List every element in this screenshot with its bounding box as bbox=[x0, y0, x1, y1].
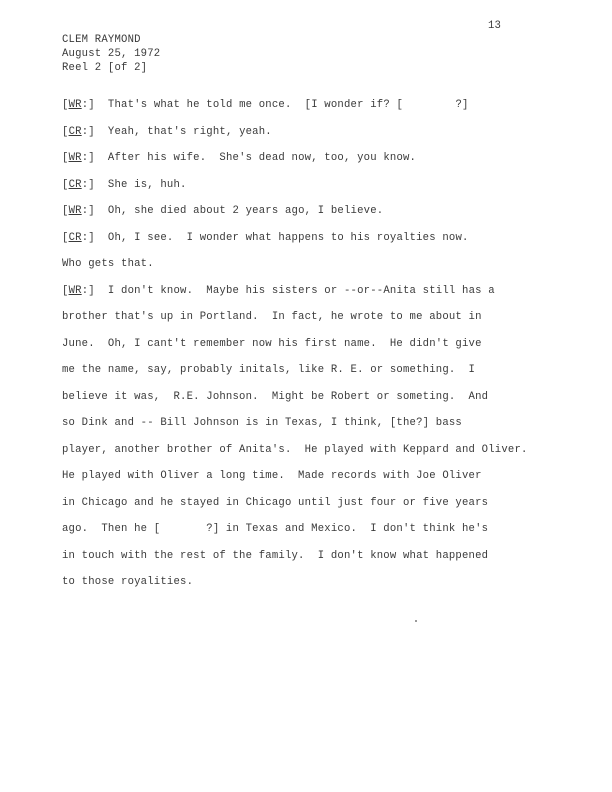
line-text: Who gets that. bbox=[62, 258, 154, 270]
scan-speck bbox=[415, 620, 417, 622]
transcript-line bbox=[62, 415, 582, 442]
line-text: in touch with the rest of the family. I don't know what happened bbox=[62, 549, 489, 562]
line-text: to those royalities. bbox=[62, 576, 194, 588]
speaker-initials: WR bbox=[68, 205, 82, 217]
reel-number: Reel 2 [of 2] bbox=[62, 62, 148, 74]
transcript-line bbox=[62, 177, 582, 204]
line-text: in Chicago and he stayed in Chicago until just four or five years bbox=[62, 496, 489, 509]
transcript-line bbox=[62, 124, 582, 151]
speaker-initials: WR bbox=[68, 152, 82, 164]
line-text: ago. Then he [ ?] in Texas and Mexico. I don't think he's bbox=[62, 523, 489, 535]
line-text: Yeah, that's right, yeah. bbox=[107, 125, 272, 138]
line-text: player, another brother of Anita's. He played with Keppard and Oliver. bbox=[62, 443, 528, 456]
speaker-label: [WR:] bbox=[62, 284, 108, 297]
speaker-initials: WR bbox=[68, 99, 82, 111]
page-number: 13 bbox=[488, 20, 502, 32]
transcript-line bbox=[62, 230, 582, 257]
speaker-initials: CR bbox=[68, 125, 82, 138]
transcript-line bbox=[62, 548, 582, 575]
transcript-line bbox=[62, 442, 582, 469]
line-text: me the name, say, probably initals, like R. E. or something. I bbox=[62, 364, 476, 376]
transcript-line bbox=[62, 309, 582, 336]
line-text: June. Oh, I cant't remember now his first name. He didn't give bbox=[62, 337, 482, 350]
interview-date: August 25, 1972 bbox=[62, 48, 161, 60]
line-text: brother that's up in Portland. In fact, he wrote to me about in bbox=[62, 311, 482, 323]
line-text: After his wife. She's dead now, too, you know. bbox=[107, 152, 417, 164]
line-text: He played with Oliver a long time. Made records with Joe Oliver bbox=[62, 470, 482, 482]
speaker-label: [CR:] bbox=[62, 125, 108, 138]
transcript-line bbox=[62, 574, 582, 601]
transcript-line bbox=[62, 495, 582, 522]
transcript-line bbox=[62, 389, 582, 416]
line-text: Oh, she died about 2 years ago, I believe. bbox=[107, 205, 384, 217]
transcript-line bbox=[62, 468, 582, 495]
speaker-initials: WR bbox=[68, 284, 82, 297]
line-text: believe it was, R.E. Johnson. Might be Robert or someting. And bbox=[62, 390, 489, 403]
interviewee-name: CLEM RAYMOND bbox=[62, 34, 141, 46]
transcript-line bbox=[62, 362, 582, 389]
line-text: Oh, I see. I wonder what happens to his royalties now. bbox=[107, 231, 469, 244]
speaker-label: [WR:] bbox=[62, 205, 108, 217]
transcript-line bbox=[62, 336, 582, 363]
speaker-label: [CR:] bbox=[62, 178, 108, 191]
line-text: That's what he told me once. [I wonder if? [ ?] bbox=[107, 99, 469, 111]
speaker-label: [WR:] bbox=[62, 99, 108, 111]
transcript-line bbox=[62, 150, 582, 177]
speaker-label: [WR:] bbox=[62, 152, 108, 164]
line-text: so Dink and -- Bill Johnson is in Texas, I think, [the?] bass bbox=[62, 417, 462, 429]
transcript-line bbox=[62, 521, 582, 548]
speaker-initials: CR bbox=[68, 178, 82, 191]
transcript-line bbox=[62, 97, 582, 124]
transcript-line bbox=[62, 283, 582, 310]
speaker-initials: CR bbox=[68, 231, 82, 244]
transcript-line bbox=[62, 203, 582, 230]
document-header bbox=[62, 33, 160, 75]
line-text: I don't know. Maybe his sisters or --or--Anita still has a bbox=[107, 284, 495, 297]
speaker-label: [CR:] bbox=[62, 231, 108, 244]
transcript-body bbox=[62, 97, 582, 601]
transcript-line bbox=[62, 256, 582, 283]
line-text: She is, huh. bbox=[107, 178, 187, 191]
